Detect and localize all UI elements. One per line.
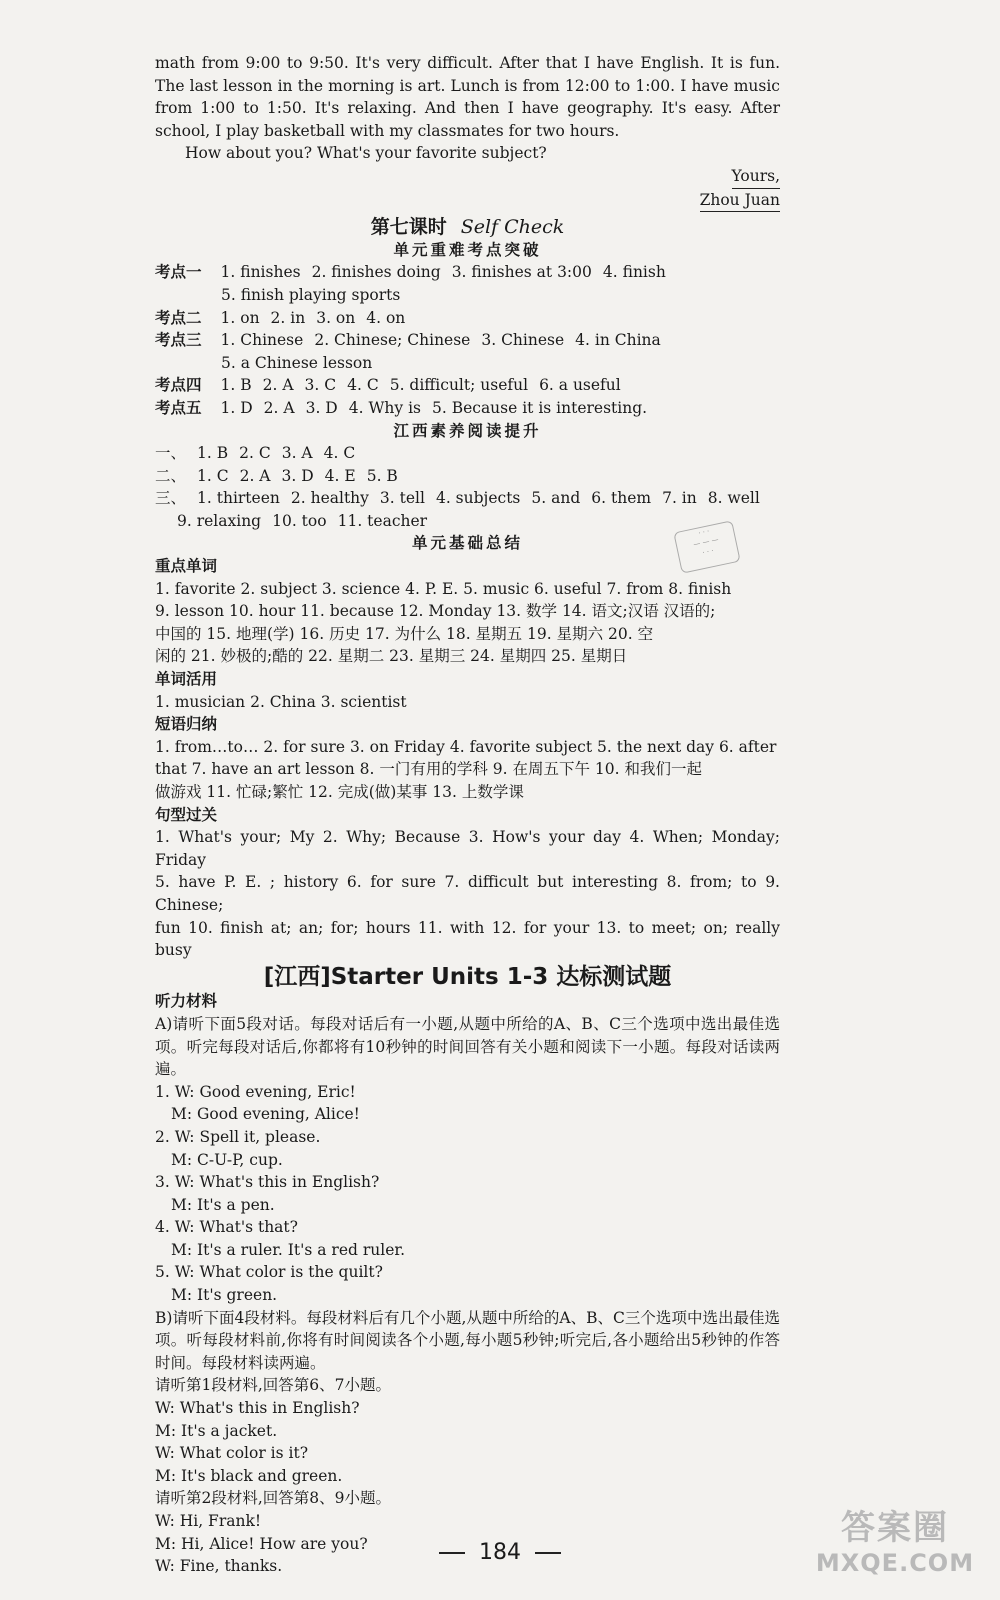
answer-item: 4. in China <box>575 331 661 350</box>
test-title: [江西]Starter Units 1-3 达标测试题 <box>263 963 672 990</box>
exam-point-label: 考点三 <box>155 330 202 350</box>
answer-item: 3. C <box>304 376 337 395</box>
section-subtitle: 单元重难考点突破 <box>393 239 542 259</box>
dash-right <box>535 1552 561 1554</box>
dialogue-line-w: 1. W: Good evening, Eric! <box>155 1082 356 1101</box>
dialogue-line-w: 2. W: Spell it, please. <box>155 1127 321 1146</box>
dash-left <box>439 1552 465 1554</box>
reading-label: 一、 <box>155 444 187 463</box>
usage-lines <box>155 691 780 714</box>
answer-item: 1. B <box>197 444 229 463</box>
exam-points <box>155 261 780 419</box>
answer-item: 4. E <box>324 466 356 485</box>
answer-item: 5. finish playing sports <box>221 285 401 304</box>
answer-item: 1. finishes <box>220 263 301 282</box>
vocab-line: 1. favorite 2. subject 3. science 4. P. E. 5. music 6. useful 7. from 8. finish <box>155 579 732 598</box>
answer-item: 5. B <box>366 466 398 485</box>
listening-header: 听力材料 <box>155 991 218 1011</box>
part-a-instructions: A)请听下面5段对话。每段对话后有一小题,从题中所给的A、B、C三个选项中选出最佳选项。听完每段对话后,你都将有10秒钟的时间回答有关小题和阅读下一小题。每段对话读两遍。 <box>155 1014 780 1079</box>
part-b-line: M: It's a jacket. <box>155 1421 278 1440</box>
answer-item: 3. on <box>316 308 356 327</box>
vocab-line: 中国的 15. 地理(学) 16. 历史 17. 为什么 18. 星期五 19. 星期六 20. 空 <box>155 624 654 643</box>
answer-item: 4. subjects <box>435 489 521 508</box>
answer-item: 9. relaxing <box>177 511 262 530</box>
page-number: 184 <box>0 1540 1000 1565</box>
vocab-lines <box>155 578 780 668</box>
sentence-header: 句型过关 <box>155 804 218 824</box>
answer-item: 3. A <box>281 444 313 463</box>
answer-item: 2. Chinese; Chinese <box>314 331 471 350</box>
reading-row <box>155 465 780 488</box>
dialogue-line-m: M: It's green. <box>171 1286 278 1305</box>
answer-item: 11. teacher <box>337 511 428 530</box>
letter-paragraph: math from 9:00 to 9:50. It's very difficult. After that I have English. It is fun. The last lesson in the morning is art. Lunch is from 12:00 to 1:00. I have music from 1:00 to 1:50. It's relaxing. And then I have geography. It's easy. After school, I play basketball with my classmates for two hours. <box>155 54 780 140</box>
answer-item: 5. and <box>531 489 581 508</box>
answer-item: 5. difficult; useful <box>389 376 529 395</box>
answer-item: 2. C <box>239 444 271 463</box>
exam-point-label: 考点一 <box>155 262 202 282</box>
dialogue-line-m: M: C-U-P, cup. <box>171 1150 283 1169</box>
exam-point-label: 考点二 <box>155 307 202 327</box>
answer-item: 2. A <box>263 398 295 417</box>
answer-item: 4. Why is <box>348 398 421 417</box>
exam-point-label: 考点五 <box>155 397 202 417</box>
answer-item: 1. on <box>220 308 260 327</box>
sentence-line: fun 10. finish at; an; for; hours 11. with 12. for your 13. to meet; on; really busy <box>155 918 780 960</box>
exam-point-cont <box>155 352 780 375</box>
answer-item: 3. D <box>305 398 338 417</box>
reading-row <box>155 487 780 510</box>
phrase-line: 做游戏 11. 忙碌;繁忙 12. 完成(做)某事 13. 上数学课 <box>155 783 524 801</box>
answer-item: 6. a useful <box>539 376 621 395</box>
answer-item: 10. too <box>272 511 327 530</box>
answer-item: 5. a Chinese lesson <box>221 353 373 372</box>
part-b-line: W: Hi, Frank! <box>155 1512 262 1530</box>
exam-point-cont <box>155 284 780 307</box>
part-b-instructions: B)请听下面4段材料。每段材料后有几个小题,从题中所给的A、B、C三个选项中选出最佳选项。听每段材料前,你将有时间阅读各个小题,每小题5秒钟;听完后,各小题给出5秒钟的作答时间。每段材料读两遍。 <box>155 1308 780 1372</box>
part-b-line: W: What color is it? <box>155 1444 309 1463</box>
answer-item: 1. thirteen <box>197 489 280 508</box>
exam-point-row <box>155 329 780 352</box>
section-title: 第七课时 Self Check <box>370 216 565 239</box>
answer-item: 2. finishes doing <box>311 263 441 282</box>
answer-item: 1. C <box>197 466 229 485</box>
dialogues <box>155 1081 780 1307</box>
answer-item: 8. well <box>707 489 760 508</box>
answer-item: 2. A <box>239 466 271 485</box>
phrase-header: 短语归纳 <box>155 714 218 734</box>
part-b-line: W: Fine, thanks. <box>155 1557 283 1576</box>
part-b-line: W: What's this in English? <box>155 1399 360 1418</box>
dialogue-line-m: M: It's a ruler. It's a red ruler. <box>171 1240 406 1259</box>
reading-title: 江西素养阅读提升 <box>393 420 542 440</box>
stamp-graphic: · · · — — — · · · <box>673 520 740 574</box>
sentence-line: 1. What's your; My 2. Why; Because 3. How's your day 4. When; Monday; Friday <box>155 828 780 869</box>
answer-item: 1. B <box>220 376 252 395</box>
sentence-line: 5. have P. E. ; history 6. for sure 7. difficult but interesting 8. from; to 9. Chinese; <box>155 873 780 914</box>
part-b-line: M: It's black and green. <box>155 1466 343 1485</box>
answer-item: 3. finishes at 3:00 <box>451 263 592 282</box>
answer-item: 3. Chinese <box>481 331 565 350</box>
vocab-line: 9. lesson 10. hour 11. because 12. Monday 13. 数学 14. 语文;汉语 汉语的; <box>155 602 716 621</box>
answer-item: 4. C <box>323 444 356 463</box>
watermark-logo: 答案圈 MXQE.COM <box>815 1508 975 1577</box>
phrase-lines <box>155 736 780 804</box>
exam-point-row <box>155 397 780 420</box>
reading-label: 二、 <box>155 466 187 485</box>
answer-item: 3. tell <box>379 489 425 508</box>
reading-label: 三、 <box>155 489 187 508</box>
phrase-line: 1. from…to… 2. for sure 3. on Friday 4. favorite subject 5. the next day 6. after <box>155 737 777 756</box>
part-b-line: 请听第2段材料,回答第8、9小题。 <box>155 1489 392 1508</box>
phrase-line: that 7. have an art lesson 8. 一门有用的学科 9. 在周五下午 10. 和我们一起 <box>155 760 703 779</box>
exam-point-row <box>155 307 780 330</box>
exam-point-row <box>155 374 780 397</box>
page-content <box>155 52 780 1578</box>
answer-item: 3. D <box>281 466 314 485</box>
vocab-header: 重点单词 <box>155 556 218 576</box>
reading-row <box>155 442 780 465</box>
part-b-line: M: Hi, Alice! How are you? <box>155 1534 368 1553</box>
usage-header: 单词活用 <box>155 669 218 689</box>
answer-item: 7. in <box>662 489 697 508</box>
reading-answers <box>155 442 780 532</box>
dialogue-line-m: M: It's a pen. <box>171 1195 275 1214</box>
exam-point-label: 考点四 <box>155 375 202 395</box>
exam-point-row <box>155 261 780 284</box>
letter-paragraph: How about you? What's your favorite subject? <box>185 144 547 163</box>
letter-closing: Yours, <box>155 165 780 189</box>
dialogue-line-w: 4. W: What's that? <box>155 1218 298 1237</box>
answer-item: 1. D <box>220 398 253 417</box>
summary-title: 单元基础总结 <box>411 533 523 553</box>
answer-item: 2. in <box>270 308 306 327</box>
vocab-line: 闲的 21. 妙极的;酷的 22. 星期二 23. 星期三 24. 星期四 25. 星期日 <box>155 647 628 666</box>
part-b-line: 请听第1段材料,回答第6、7小题。 <box>155 1376 392 1395</box>
answer-item: 4. finish <box>602 263 666 282</box>
usage-line: 1. musician 2. China 3. scientist <box>155 692 407 711</box>
answer-item: 2. A <box>262 376 294 395</box>
answer-item: 6. them <box>591 489 652 508</box>
letter-signature: Zhou Juan <box>155 189 780 213</box>
dialogue-line-w: 5. W: What color is the quilt? <box>155 1263 383 1282</box>
answer-item: 5. Because it is interesting. <box>431 398 648 417</box>
answer-item: 4. on <box>366 308 406 327</box>
dialogue-line-w: 3. W: What's this in English? <box>155 1173 380 1192</box>
answer-item: 1. Chinese <box>220 331 304 350</box>
sentence-lines <box>155 826 780 962</box>
dialogue-line-m: M: Good evening, Alice! <box>171 1105 360 1124</box>
answer-item: 2. healthy <box>290 489 369 508</box>
answer-item: 4. C <box>347 376 379 395</box>
